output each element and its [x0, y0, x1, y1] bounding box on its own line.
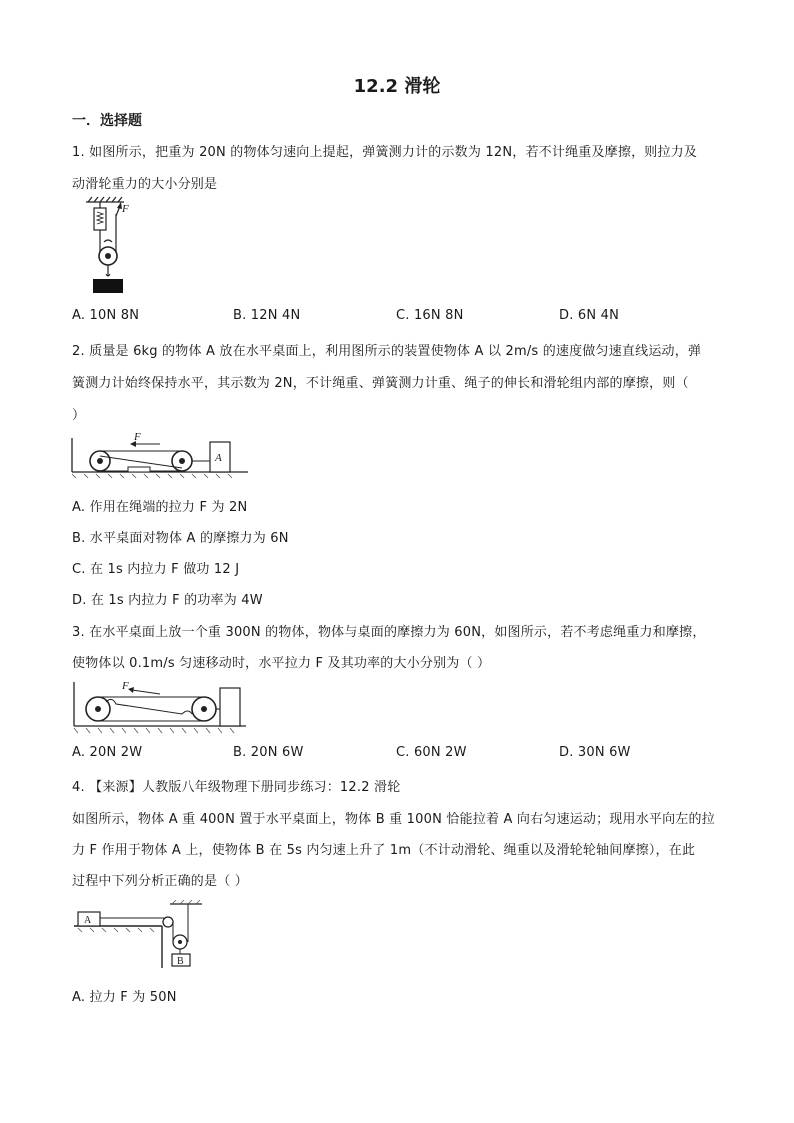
q3-force-label: F — [122, 680, 129, 692]
q4-pulley-figure — [72, 900, 208, 970]
q1-option-d: D. 6N 4N — [559, 308, 619, 323]
q1-option-a: A. 10N 8N — [72, 308, 140, 323]
q4-block-a-label: A — [84, 915, 92, 926]
q1-text-line1: 1. 如图所示，把重为 20N 的物体匀速向上提起，弹簧测力计的示数为 12N，若不计绳重及摩擦，则拉力及 — [72, 145, 698, 160]
block — [220, 688, 240, 726]
q1-option-c: C. 16N 8N — [396, 308, 464, 323]
q1-pulley-figure — [84, 196, 144, 300]
q2-force-label: F — [134, 431, 141, 443]
q3-option-a: A. 20N 2W — [72, 745, 143, 760]
q2-pulley-figure — [70, 428, 250, 478]
q2-option-d: D. 在 1s 内拉力 F 的功率为 4W — [72, 593, 263, 608]
q4-text-line2: 力 F 作用于物体 A 上，使物体 B 在 5s 内匀速上升了 1m（不计动滑轮、绳重以及滑轮轮轴间摩擦），在此 — [72, 843, 696, 858]
weight-block — [93, 279, 123, 293]
q3-option-d: D. 30N 6W — [559, 745, 631, 760]
q4-text-line3: 过程中下列分析正确的是（ ） — [72, 874, 248, 889]
q1-option-b: B. 12N 4N — [233, 308, 301, 323]
section-heading: 一．选择题 — [72, 113, 142, 129]
fixed-pulley — [163, 917, 173, 927]
q2-block-label: A — [215, 452, 222, 464]
q4-source: 4. 【来源】人教版八年级物理下册同步练习：12.2 滑轮 — [72, 780, 401, 795]
q3-option-b: B. 20N 6W — [233, 745, 304, 760]
q2-option-b: B. 水平桌面对物体 A 的摩擦力为 6N — [72, 531, 289, 546]
q4-option-a: A. 拉力 F 为 50N — [72, 990, 177, 1005]
q3-text-line2: 使物体以 0.1m/s 匀速移动时，水平拉力 F 及其功率的大小分别为（ ） — [72, 656, 491, 671]
q2-text-line3: ） — [72, 408, 86, 423]
q1-force-label: F — [122, 203, 129, 215]
ceiling-hatch — [86, 197, 124, 202]
q2-text-line1: 2. 质量是 6kg 的物体 A 放在水平桌面上，利用图所示的装置使物体 A 以 2m/s 的速度做匀速直线运动，弹 — [72, 344, 702, 359]
q1-text-line2: 动滑轮重力的大小分别是 — [72, 177, 218, 192]
q3-text-line1: 3. 在水平桌面上放一个重 300N 的物体，物体与桌面的摩擦力为 60N，如图所示，若不考虑绳重力和摩擦， — [72, 625, 706, 640]
page-title: 12.2 滑轮 — [353, 76, 441, 97]
q4-text-line1: 如图所示，物体 A 重 400N 置于水平桌面上，物体 B 重 100N 恰能拉着 A 向右匀速运动；现用水平向左的拉 — [72, 812, 715, 827]
q2-option-a: A. 作用在绳端的拉力 F 为 2N — [72, 500, 248, 515]
q2-option-c: C. 在 1s 内拉力 F 做功 12 J — [72, 562, 240, 577]
q4-block-b-label: B — [177, 956, 184, 967]
force-arrow — [132, 690, 160, 694]
spring-scale — [128, 467, 150, 472]
q3-option-c: C. 60N 2W — [396, 745, 467, 760]
q2-text-line2: 簧测力计始终保持水平，其示数为 2N，不计绳重、弹簧测力计重、绳子的伸长和滑轮组内部的摩擦，则（ — [72, 376, 689, 391]
q3-pulley-figure — [70, 678, 250, 734]
